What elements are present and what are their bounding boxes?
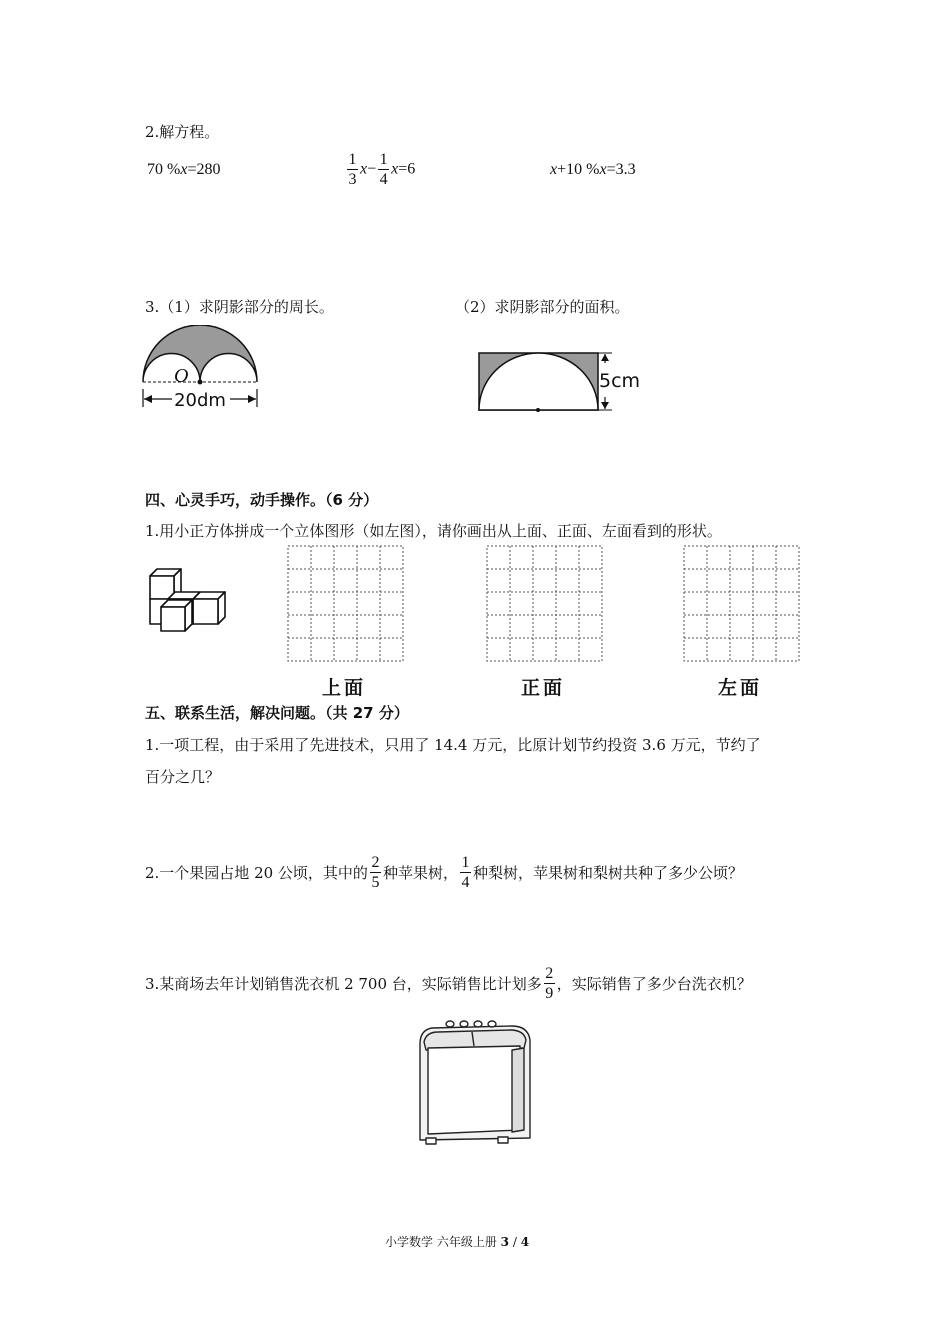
fraction-2-5: $\frac{2}{5}$ (371, 854, 380, 891)
rectangle-semicircle-figure (475, 345, 645, 415)
cube-stack-figure (143, 562, 238, 637)
section4-q1: 1.用小正方体拼成一个立体图形（如左图），请你画出从上面、正面、左面看到的形状。 (145, 522, 722, 540)
section5-heading: 五、联系生活，解决问题。（共 27 分） (145, 704, 409, 722)
width-label-20dm: 20dm (174, 390, 226, 411)
grid-left-view[interactable] (681, 543, 806, 665)
equation-1: 70 %x=280 (147, 161, 221, 178)
section5-q1-line1: 1.一项工程，由于采用了先进技术，只用了 14.4 万元，比原计划节约投资 3.6 万元，节约了 (145, 736, 761, 754)
fraction-1-3: $\frac{1}{3}$ (348, 151, 357, 188)
grid-label-front: 正面 (521, 677, 566, 699)
section5-q1-line2: 百分之几？ (145, 768, 221, 786)
grid-label-left: 左面 (718, 677, 763, 699)
fraction-1-4-b: $\frac{1}{4}$ (461, 854, 470, 891)
center-label-o: O (174, 365, 189, 387)
grid-label-top: 上面 (322, 677, 367, 699)
q2-title: 2.解方程。 (145, 123, 220, 141)
equation-2: $\frac{1}{3}$ x− $\frac{1}{4}$ x=6 (348, 151, 416, 188)
section5-q3: 3.某商场去年计划销售洗衣机 2 700 台，实际销售比计划多 $\frac{2}{9}$ ，实际销售了多少台洗衣机？ (145, 965, 752, 1002)
page-number: 3 (500, 1235, 510, 1249)
q3-part2: （2）求阴影部分的面积。 (455, 298, 630, 316)
washing-machine-illustration (412, 1018, 537, 1158)
section5-q2: 2.一个果园占地 20 公顷，其中的 $\frac{2}{5}$ 种苹果树， $\frac{1}{4}$ 种梨树，苹果树和梨树共种了多少公顷？ (145, 854, 743, 891)
grid-front-view[interactable] (484, 543, 609, 665)
section4-heading: 四、心灵手巧，动手操作。（6 分） (145, 491, 379, 509)
shaded-semicircle-figure (138, 325, 268, 415)
page-footer: 小学数学 六年级上册 3 / 4 (385, 1235, 530, 1249)
equation-3: x+10 %x=3.3 (550, 161, 636, 178)
fraction-1-4: $\frac{1}{4}$ (379, 151, 388, 188)
grid-top-view[interactable] (285, 543, 410, 665)
q3-part1: 3.（1）求阴影部分的周长。 (145, 298, 334, 316)
height-label-5cm: 5cm (599, 370, 641, 392)
fraction-2-9: $\frac{2}{9}$ (545, 965, 554, 1002)
page-total: 4 (520, 1235, 530, 1249)
